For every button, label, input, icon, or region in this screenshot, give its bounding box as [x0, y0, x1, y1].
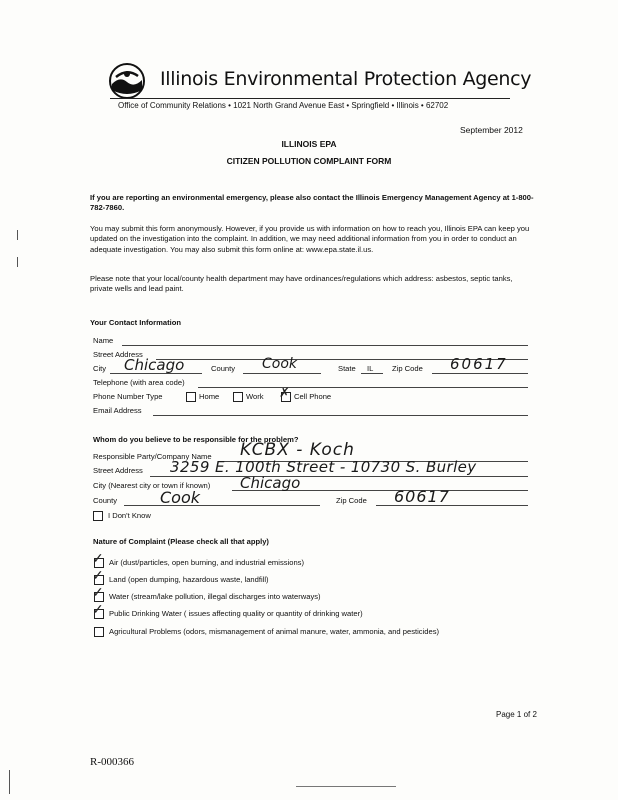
- nature-agricultural-checkbox[interactable]: [94, 627, 104, 637]
- margin-mark: [17, 230, 18, 240]
- contact-heading: Your Contact Information: [90, 318, 181, 327]
- contact-name-field[interactable]: [122, 345, 528, 346]
- party-city-value: Chicago: [240, 474, 301, 492]
- contact-county-label: County: [211, 364, 236, 373]
- agency-address: Office of Community Relations • 1021 North Grand Avenue East • Springfield • Illinois • 62702: [118, 101, 449, 110]
- party-county-field[interactable]: [124, 505, 320, 506]
- contact-email-field[interactable]: [153, 415, 528, 416]
- form-title: CITIZEN POLLUTION COMPLAINT FORM: [226, 156, 392, 166]
- party-street-label: Street Address: [93, 466, 143, 475]
- bates-number: R-000366: [90, 756, 134, 768]
- margin-mark: [17, 257, 18, 267]
- party-name-label: Responsible Party/Company Name: [93, 452, 212, 461]
- contact-county-field[interactable]: [243, 373, 321, 374]
- dont-know-label: I Don't Know: [108, 511, 151, 520]
- contact-state-label: State: [338, 364, 356, 373]
- party-name-value: KCBX - Koch: [240, 440, 355, 460]
- org-name: ILLINOIS EPA: [281, 139, 337, 149]
- contact-county-value: Cook: [262, 356, 298, 372]
- contact-zip-label: Zip Code: [392, 364, 423, 373]
- contact-city-value: Chicago: [124, 356, 185, 374]
- nature-land-label: Land (open dumping, hazardous waste, landfill): [109, 575, 269, 584]
- nature-heading: Nature of Complaint (Please check all that apply): [93, 537, 269, 546]
- contact-zip-field[interactable]: [432, 373, 528, 374]
- party-street-value: 3259 E. 100th Street - 10730 S. Burley: [170, 458, 477, 476]
- form-date: September 2012: [460, 125, 523, 135]
- responsible-heading: Whom do you believe to be responsible for the problem?: [93, 435, 299, 444]
- agency-name: Illinois Environmental Protection Agency: [160, 68, 532, 90]
- phone-work-label: Work: [246, 392, 264, 401]
- contact-state-value: IL: [367, 364, 374, 373]
- contact-phone-field[interactable]: [198, 387, 528, 388]
- anonymous-notice: You may submit this form anonymously. However, if you provide us with information on how to reach you, Illinois EPA can keep you updated on the investigation into the complaint. In addition, we may need additional information from you in order to conduct an adequate investigation. You may also submit this form online at: www.epa.state.il.us.: [90, 224, 530, 254]
- nature-drinking-water-check-mark: ✓: [92, 601, 104, 617]
- contact-street-label: Street Address: [93, 350, 143, 359]
- contact-state-field[interactable]: [361, 373, 383, 374]
- nature-water-check-mark: ✓: [92, 584, 104, 600]
- party-street-field[interactable]: [150, 476, 528, 477]
- party-county-value: Cook: [160, 488, 201, 507]
- contact-name-label: Name: [93, 336, 114, 345]
- phone-cell-label: Cell Phone: [294, 392, 332, 401]
- dont-know-checkbox[interactable]: [93, 511, 103, 521]
- nature-agricultural-label: Agricultural Problems (odors, mismanagement of animal manure, water, ammonia, and pesticides): [109, 627, 440, 636]
- party-zip-value: 60617: [394, 487, 450, 506]
- contact-zip-value: 60617: [450, 355, 508, 373]
- page-number: Page 1 of 2: [496, 710, 537, 719]
- nature-land-check-mark: ✓: [92, 567, 104, 583]
- local-health-notice: Please note that your local/county health department may have ordinances/regulations which address: asbestos, septic tanks, private wells and lead paint.: [90, 274, 513, 294]
- phone-type-label: Phone Number Type: [93, 392, 163, 401]
- party-county-label: County: [93, 496, 118, 505]
- nature-air-check-mark: ✓: [92, 550, 104, 566]
- scan-line: [296, 786, 396, 787]
- nature-air-label: Air (dust/particles, open burning, and industrial emissions): [109, 558, 305, 567]
- phone-work-checkbox[interactable]: [233, 392, 243, 402]
- contact-city-label: City: [93, 364, 107, 373]
- illinois-epa-logo-icon: [108, 62, 146, 100]
- contact-phone-label: Telephone (with area code): [93, 378, 185, 387]
- emergency-notice: If you are reporting an environmental emergency, please also contact the Illinois Emergency Management Agency at 1-800-782-7860.: [90, 193, 534, 213]
- phone-cell-x-mark: ✗: [279, 385, 290, 400]
- party-city-label: City (Nearest city or town if known): [93, 481, 211, 490]
- nature-water-label: Water (stream/lake pollution, illegal discharges into waterways): [109, 592, 321, 601]
- phone-home-checkbox[interactable]: [186, 392, 196, 402]
- party-zip-label: Zip Code: [336, 496, 367, 505]
- phone-home-label: Home: [199, 392, 220, 401]
- margin-mark: [9, 770, 10, 794]
- contact-email-label: Email Address: [93, 406, 142, 415]
- nature-drinking-water-label: Public Drinking Water ( issues affecting quality or quantity of drinking water): [109, 609, 363, 618]
- header-divider: [110, 98, 510, 99]
